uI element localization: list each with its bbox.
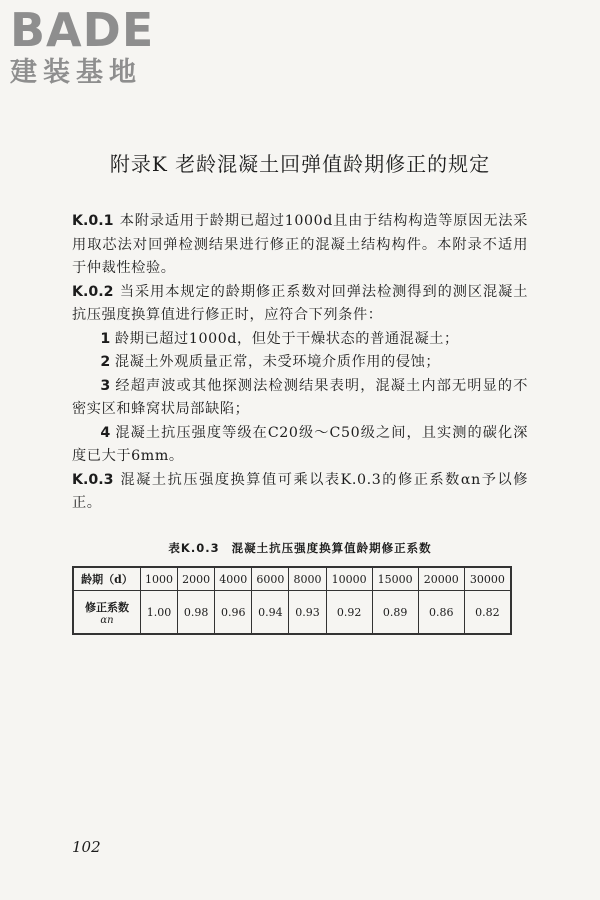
table-cell-coefficient: 0.89 [372,591,418,635]
row-header-coefficient [73,591,141,635]
table-cell-age: 20000 [418,567,464,591]
row-header-coefficient-symbol: αn [100,614,114,626]
table-cell-age: 15000 [372,567,418,591]
table-row-coefficients [73,591,511,635]
clause-text: 本附录适用于龄期已超过1000d且由于结构构造等原因无法采用取芯法对回弹检测结果进行修正的混凝土结构构件。本附录不适用于仲裁性检验。 [72,213,528,276]
logo-text-en: BADE [10,3,155,57]
item-text: 混凝土抗压强度等级在C20级～C50级之间，且实测的碳化深度已大于6mm。 [72,424,528,464]
item-text: 混凝土外观质量正常，未受环境介质作用的侵蚀； [114,354,441,370]
clause-k02 [72,281,528,328]
appendix-title: 附录K 老龄混凝土回弹值龄期修正的规定 [109,152,491,176]
table-cell-age: 1000 [141,567,178,591]
clause-k02-item-3 [72,375,528,422]
table-cell-age: 10000 [326,567,372,591]
clause-text: 混凝土抗压强度换算值可乘以表K.0.3的修正系数αn予以修正。 [72,471,528,511]
table-number: 表K.0.3 [168,541,220,555]
table-cell-coefficient: 0.92 [326,591,372,635]
bade-logo [10,3,180,90]
page-number: 102 [72,838,101,856]
item-number: 1 [100,330,111,347]
age-correction-table [72,566,512,635]
table-cell-age: 30000 [464,567,511,591]
appendix-content [72,210,528,516]
row-header-coefficient-label: 修正系数 [85,600,129,614]
clause-number: K.0.1 [72,213,114,229]
item-number: 2 [100,354,111,370]
clause-number: K.0.3 [72,471,114,488]
row-header-age: 龄期（d） [73,567,141,591]
table-cell-coefficient: 0.94 [252,591,289,635]
item-number: 3 [100,377,111,394]
table-cell-coefficient: 0.96 [215,591,252,635]
clause-number: K.0.2 [72,283,114,300]
table-caption [0,540,600,556]
table-cell-age: 2000 [178,567,215,591]
table-cell-age: 6000 [252,567,289,591]
table-cell-age: 4000 [215,567,252,591]
clause-k02-item-4 [72,422,528,469]
clause-k01 [72,210,528,281]
item-text: 龄期已超过1000d，但处于干燥状态的普通混凝土； [114,330,459,347]
table-row-ages [73,567,511,591]
table-cell-coefficient: 1.00 [141,591,178,635]
table-cell-coefficient: 0.82 [464,591,511,635]
clause-k02-item-1 [72,328,528,352]
item-number: 4 [100,424,111,441]
table-cell-coefficient: 0.86 [418,591,464,635]
clause-k03 [72,469,528,516]
table-cell-coefficient: 0.98 [178,591,215,635]
clause-text: 当采用本规定的龄期修正系数对回弹法检测得到的测区混凝土抗压强度换算值进行修正时，应符合下列条件： [72,283,528,323]
table-cell-age: 8000 [289,567,326,591]
clause-k02-item-2 [72,351,528,375]
logo-text-cn: 建装基地 [10,57,142,88]
table-caption-text: 混凝土抗压强度换算值龄期修正系数 [231,541,432,555]
table-cell-coefficient: 0.93 [289,591,326,635]
item-text: 经超声波或其他探测法检测结果表明，混凝土内部无明显的不密实区和蜂窝状局部缺陷； [72,377,528,417]
